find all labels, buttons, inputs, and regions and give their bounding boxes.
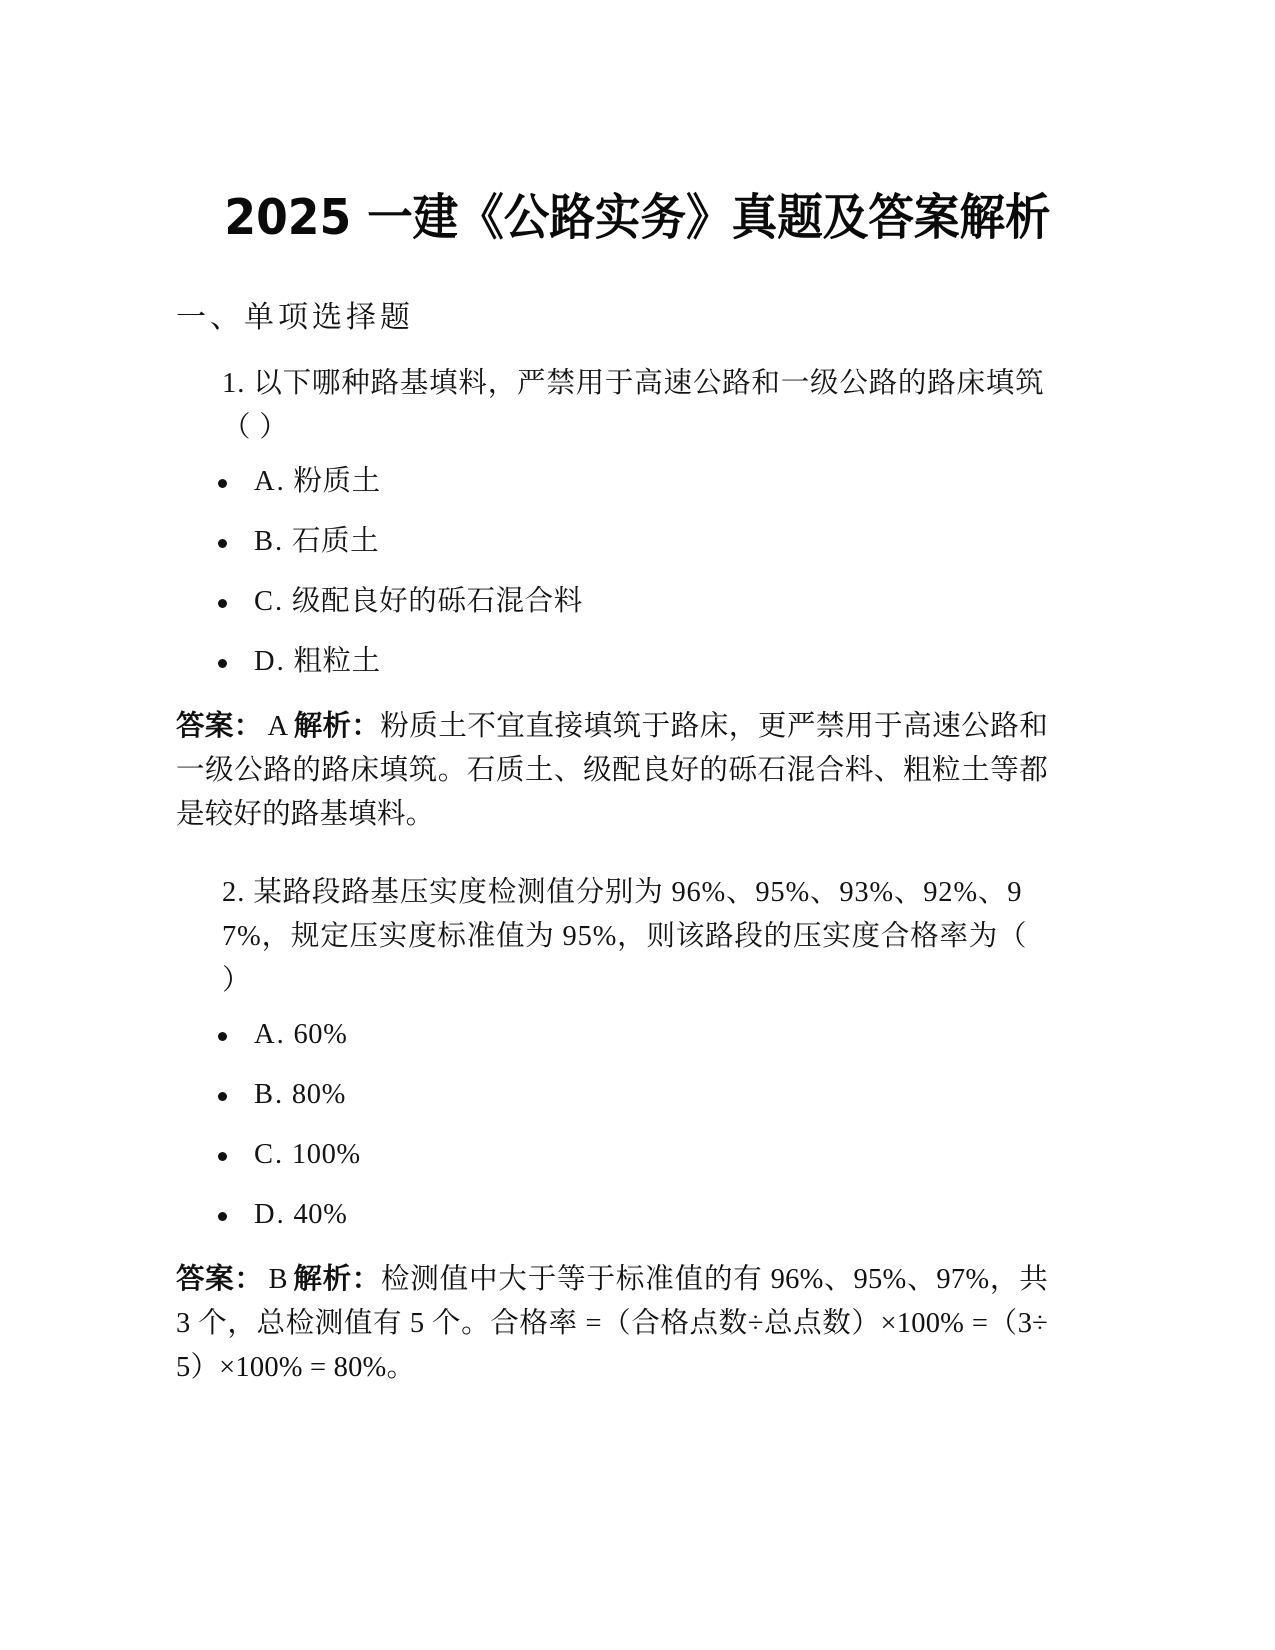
option-letter: C. [254,1139,285,1170]
option-item[interactable] [176,1137,1048,1173]
option-letter: A. [254,466,286,497]
analysis-label: 解析： [292,1262,381,1295]
option-item[interactable] [176,584,1048,620]
analysis-text: 粉质土不宜直接填筑于路床，更严禁用于高速公路和一级公路的路床填筑。石质土、级配良好的砾石混合料、粗粒土等都是较好的路基填料。 [176,711,1048,830]
answer-label: 答案： [176,709,263,742]
option-item[interactable] [176,524,1048,560]
option-letter: D. [254,646,286,677]
question-1-answer-analysis [176,704,1048,837]
spacer [176,837,1048,871]
bullet-icon [218,599,227,608]
option-item[interactable] [176,464,1048,500]
page-title: 2025 一建《公路实务》真题及答案解析 [224,189,1051,246]
answer-value: A [267,711,289,742]
option-item[interactable] [176,1017,1048,1053]
option-text: 100% [291,1139,361,1170]
bullet-icon [218,1032,227,1041]
option-letter: B. [254,526,285,557]
option-text: 粉质土 [293,466,381,497]
bullet-icon [218,1092,227,1101]
option-text: 40% [293,1199,348,1230]
option-item[interactable] [176,1077,1048,1113]
option-item[interactable] [176,1197,1048,1233]
question-1-text: 以下哪种路基填料，严禁用于高速公路和一级公路的路床填筑（ ） [222,368,1045,443]
option-letter: D. [254,1199,286,1230]
option-item[interactable] [176,644,1048,680]
bullet-icon [218,1212,227,1221]
question-2-text: 某路段路基压实度检测值分别为 96%、95%、93%、92%、97%，规定压实度标准值为 95%，则该路段的压实度合格率为（ ） [222,877,1028,996]
document-body [176,296,1048,1390]
question-2-options [176,1017,1048,1233]
option-text: 级配良好的砾石混合料 [291,586,583,617]
question-2-stem [176,871,1048,1003]
option-text: 60% [293,1019,348,1050]
analysis-text: 检测值中大于等于标准值的有 96%、95%、97%，共 3 个，总检测值有 5 个。合格率 =（合格点数÷总点数）×100% =（3÷5）×100% = 80%。 [176,1264,1048,1383]
bullet-icon [218,539,227,548]
section-heading: 一、单项选择题 [176,301,414,334]
question-1-stem [176,362,1048,450]
option-letter: C. [254,586,285,617]
option-text: 石质土 [291,526,380,557]
option-text: 粗粒土 [293,646,381,677]
option-letter: A. [254,1019,286,1050]
question-1-options [176,464,1048,680]
analysis-label: 解析： [293,709,381,742]
bullet-icon [218,659,227,668]
question-1-number: 1. [222,368,246,399]
answer-value: B [268,1264,288,1295]
bullet-icon [218,1152,227,1161]
option-text: 80% [291,1079,346,1110]
question-2-number: 2. [222,877,246,908]
bullet-icon [218,479,227,488]
option-letter: B. [254,1079,285,1110]
question-2-answer-analysis [176,1257,1048,1390]
answer-label: 答案： [176,1262,264,1295]
